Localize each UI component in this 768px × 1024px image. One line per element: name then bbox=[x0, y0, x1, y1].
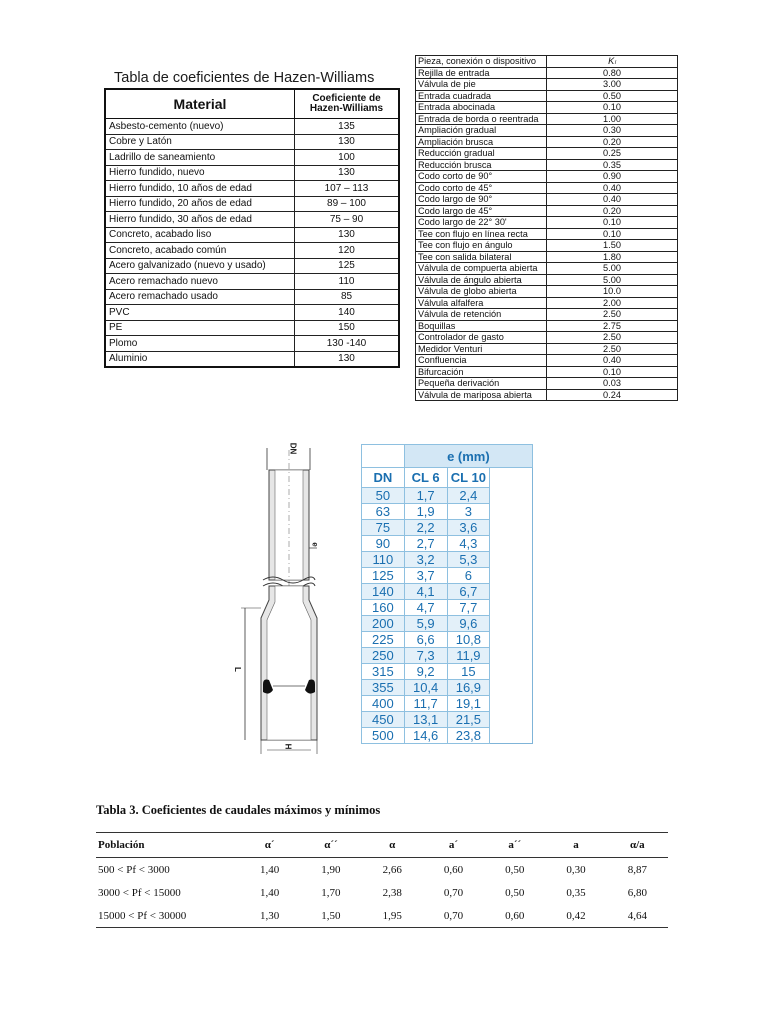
k-value-cell: 0.20 bbox=[547, 205, 678, 217]
wall-thickness-section bbox=[361, 444, 533, 744]
table-row bbox=[416, 389, 678, 401]
piece-cell: Codo largo de 45° bbox=[416, 205, 547, 217]
piece-cell: Reducción brusca bbox=[416, 159, 547, 171]
table-row bbox=[362, 616, 533, 632]
table-row bbox=[362, 664, 533, 680]
column-header: a´´ bbox=[484, 833, 545, 858]
pipe-socket-diagram bbox=[233, 440, 343, 755]
k-value-cell: 0.20 bbox=[547, 136, 678, 148]
cl10-cell: 15 bbox=[447, 664, 490, 680]
material-cell: Cobre y Latón bbox=[105, 134, 295, 150]
table-row bbox=[416, 366, 678, 378]
table-row bbox=[362, 552, 533, 568]
piece-cell: Tee con flujo en ángulo bbox=[416, 240, 547, 252]
table-row bbox=[416, 90, 678, 102]
hazen-williams-table bbox=[104, 88, 400, 368]
tabla3-table bbox=[96, 832, 668, 928]
header-e-mm: e (mm) bbox=[404, 445, 532, 468]
cl6-cell: 1,9 bbox=[404, 504, 447, 520]
value-cell: 0,42 bbox=[545, 904, 606, 928]
table-row bbox=[362, 520, 533, 536]
table-row bbox=[362, 680, 533, 696]
material-cell: Hierro fundido, 30 años de edad bbox=[105, 212, 295, 228]
piece-cell: Medidor Venturi bbox=[416, 343, 547, 355]
material-cell: Hierro fundido, nuevo bbox=[105, 165, 295, 181]
k-value-cell: 3.00 bbox=[547, 79, 678, 91]
k-value-cell: 0.24 bbox=[547, 389, 678, 401]
header-cl6: CL 6 bbox=[404, 468, 447, 488]
loss-coefficient-table bbox=[415, 55, 678, 401]
label-e: e bbox=[310, 542, 320, 547]
value-cell: 2,38 bbox=[382, 886, 402, 899]
header-dn: DN bbox=[362, 468, 405, 488]
cl10-cell: 21,5 bbox=[447, 712, 490, 728]
hazen-williams-section bbox=[104, 69, 400, 368]
material-cell: Hierro fundido, 20 años de edad bbox=[105, 196, 295, 212]
table-row bbox=[362, 712, 533, 728]
table-row bbox=[105, 134, 399, 150]
k-value-cell: 0.10 bbox=[547, 228, 678, 240]
loss-coefficient-section bbox=[415, 55, 678, 401]
value-cell: 8,87 bbox=[627, 863, 647, 876]
piece-cell: Válvula de globo abierta bbox=[416, 286, 547, 298]
cl6-cell: 7,3 bbox=[404, 648, 447, 664]
table-row bbox=[416, 194, 678, 206]
label-l: L bbox=[232, 667, 242, 672]
table-row bbox=[416, 251, 678, 263]
cl6-cell: 6,6 bbox=[404, 632, 447, 648]
cl10-cell: 4,3 bbox=[447, 536, 490, 552]
k-value-cell: 1.00 bbox=[547, 113, 678, 125]
piece-cell: Rejilla de entrada bbox=[416, 67, 547, 79]
cl10-cell: 3,6 bbox=[447, 520, 490, 536]
piece-cell: Controlador de gasto bbox=[416, 332, 547, 344]
value-cell: 4,64 bbox=[607, 904, 668, 928]
coefficient-cell: 75 – 90 bbox=[295, 212, 400, 228]
material-cell: Acero galvanizado (nuevo y usado) bbox=[105, 258, 295, 274]
material-cell: Ladrillo de saneamiento bbox=[105, 150, 295, 166]
table-row bbox=[96, 904, 668, 928]
table-row bbox=[416, 332, 678, 344]
coefficient-cell: 85 bbox=[295, 289, 400, 305]
piece-cell: Codo largo de 22° 30' bbox=[416, 217, 547, 229]
piece-cell: Codo largo de 90° bbox=[416, 194, 547, 206]
column-header: a bbox=[545, 833, 606, 858]
k-value-cell: 5.00 bbox=[547, 274, 678, 286]
value-cell: 1,90 bbox=[321, 863, 341, 876]
table-row bbox=[416, 263, 678, 275]
piece-cell: Entrada abocinada bbox=[416, 102, 547, 114]
k-value-cell: 0.40 bbox=[547, 194, 678, 206]
material-cell: Aluminio bbox=[105, 351, 295, 367]
table-row bbox=[416, 286, 678, 298]
table-row bbox=[105, 227, 399, 243]
table-row bbox=[416, 240, 678, 252]
table-row bbox=[416, 159, 678, 171]
dn-cell: 125 bbox=[362, 568, 405, 584]
material-cell: Asbesto-cemento (nuevo) bbox=[105, 119, 295, 135]
table-row bbox=[105, 351, 399, 367]
k-value-cell: 2.50 bbox=[547, 309, 678, 321]
value-cell: 0,50 bbox=[505, 886, 525, 899]
table-row bbox=[416, 378, 678, 390]
piece-cell: Confluencia bbox=[416, 355, 547, 367]
table-row bbox=[105, 274, 399, 290]
piece-cell: Ampliación gradual bbox=[416, 125, 547, 137]
table-row bbox=[416, 274, 678, 286]
table-row bbox=[105, 212, 399, 228]
k-value-cell: 2.00 bbox=[547, 297, 678, 309]
table-row bbox=[362, 728, 533, 744]
table-row bbox=[105, 305, 399, 321]
k-value-cell: 0.25 bbox=[547, 148, 678, 160]
material-cell: Concreto, acabado común bbox=[105, 243, 295, 259]
k-value-cell: 0.30 bbox=[547, 125, 678, 137]
piece-cell: Pequeña derivación bbox=[416, 378, 547, 390]
value-cell: 2,66 bbox=[382, 863, 402, 876]
dn-cell: 110 bbox=[362, 552, 405, 568]
table-row bbox=[416, 355, 678, 367]
piece-cell: Entrada de borda o reentrada bbox=[416, 113, 547, 125]
k-value-cell: 0.40 bbox=[547, 355, 678, 367]
dn-cell: 75 bbox=[362, 520, 405, 536]
table-row bbox=[416, 171, 678, 183]
dn-cell: 160 bbox=[362, 600, 405, 616]
k-value-cell: 0.10 bbox=[547, 366, 678, 378]
table-row bbox=[96, 881, 668, 904]
header-material: Material bbox=[105, 89, 295, 119]
coefficient-cell: 140 bbox=[295, 305, 400, 321]
value-cell: 1,70 bbox=[321, 886, 341, 899]
header-coef-line1: Coeficiente de bbox=[312, 93, 381, 104]
table-row bbox=[416, 113, 678, 125]
table-row bbox=[362, 504, 533, 520]
coefficient-cell: 150 bbox=[295, 320, 400, 336]
cl6-cell: 3,2 bbox=[404, 552, 447, 568]
label-dn: DN bbox=[288, 442, 298, 455]
hazen-williams-caption: Tabla de coeficientes de Hazen-Williams bbox=[114, 70, 375, 86]
table-row bbox=[416, 228, 678, 240]
value-cell: 0,35 bbox=[566, 886, 586, 899]
value-cell: 6,80 bbox=[627, 886, 647, 899]
coefficient-cell: 130 bbox=[295, 165, 400, 181]
piece-cell: Válvula de pie bbox=[416, 79, 547, 91]
dn-cell: 315 bbox=[362, 664, 405, 680]
material-cell: Concreto, acabado liso bbox=[105, 227, 295, 243]
tabla3-rows bbox=[96, 858, 668, 928]
coefficient-cell: 130 bbox=[295, 227, 400, 243]
cl6-cell: 5,9 bbox=[404, 616, 447, 632]
header-piece: Pieza, conexión o dispositivo bbox=[416, 56, 547, 68]
cl6-cell: 4,7 bbox=[404, 600, 447, 616]
coefficient-cell: 100 bbox=[295, 150, 400, 166]
population-cell: 15000 < Pf < 30000 bbox=[96, 904, 239, 928]
value-cell: 1,40 bbox=[260, 863, 280, 876]
cl6-cell: 11,7 bbox=[404, 696, 447, 712]
tabla3-header-row bbox=[96, 833, 668, 858]
value-cell: 1,40 bbox=[260, 886, 280, 899]
k-value-cell: 2.50 bbox=[547, 332, 678, 344]
value-cell: 0,70 bbox=[443, 886, 464, 899]
dn-cell: 450 bbox=[362, 712, 405, 728]
table-row bbox=[105, 289, 399, 305]
k-value-cell: 0.35 bbox=[547, 159, 678, 171]
wall-thickness-table bbox=[361, 444, 533, 744]
hazen-williams-rows bbox=[105, 119, 399, 368]
dn-cell: 90 bbox=[362, 536, 405, 552]
cl10-cell: 6,7 bbox=[447, 584, 490, 600]
piece-cell: Codo corto de 45° bbox=[416, 182, 547, 194]
value-cell: 0,60 bbox=[484, 904, 545, 928]
dn-cell: 200 bbox=[362, 616, 405, 632]
table-row bbox=[416, 297, 678, 309]
cl6-cell: 4,1 bbox=[404, 584, 447, 600]
cl10-cell: 7,7 bbox=[447, 600, 490, 616]
cl6-cell: 1,7 bbox=[404, 488, 447, 504]
piece-cell: Válvula de compuerta abierta bbox=[416, 263, 547, 275]
table-row bbox=[362, 568, 533, 584]
cl10-cell: 3 bbox=[447, 504, 490, 520]
table-row bbox=[105, 165, 399, 181]
piece-cell: Válvula de retención bbox=[416, 309, 547, 321]
table-row bbox=[362, 696, 533, 712]
table-row bbox=[105, 258, 399, 274]
table-row bbox=[96, 858, 668, 882]
k-value-cell: 5.00 bbox=[547, 263, 678, 275]
table-row bbox=[105, 336, 399, 352]
table-row bbox=[105, 150, 399, 166]
wall-thickness-rows bbox=[362, 488, 533, 744]
material-cell: PE bbox=[105, 320, 295, 336]
coefficient-cell: 89 – 100 bbox=[295, 196, 400, 212]
table-row bbox=[416, 309, 678, 321]
k-value-cell: 0.90 bbox=[547, 171, 678, 183]
value-cell: 1,95 bbox=[362, 904, 423, 928]
value-cell: 0,70 bbox=[423, 904, 484, 928]
population-cell: 3000 < Pf < 15000 bbox=[98, 886, 181, 899]
k-value-cell: 0.10 bbox=[547, 102, 678, 114]
table-row bbox=[416, 205, 678, 217]
dn-cell: 400 bbox=[362, 696, 405, 712]
cl10-cell: 10,8 bbox=[447, 632, 490, 648]
table-row bbox=[362, 536, 533, 552]
table-row bbox=[416, 148, 678, 160]
table-row bbox=[362, 632, 533, 648]
table-row bbox=[105, 243, 399, 259]
coefficient-cell: 130 bbox=[295, 351, 400, 367]
table-row bbox=[416, 217, 678, 229]
loss-coefficient-rows bbox=[416, 67, 678, 401]
cl10-cell: 5,3 bbox=[447, 552, 490, 568]
cl10-cell: 9,6 bbox=[447, 616, 490, 632]
cl6-cell: 13,1 bbox=[404, 712, 447, 728]
k-value-cell: 10.0 bbox=[547, 286, 678, 298]
table-row bbox=[416, 182, 678, 194]
dn-cell: 225 bbox=[362, 632, 405, 648]
piece-cell: Reducción gradual bbox=[416, 148, 547, 160]
dn-cell: 500 bbox=[362, 728, 405, 744]
column-header: α bbox=[362, 833, 423, 858]
piece-cell: Válvula de mariposa abierta bbox=[416, 389, 547, 401]
piece-cell: Bifurcación bbox=[416, 366, 547, 378]
column-header: α´´ bbox=[300, 833, 361, 858]
column-header: Población bbox=[96, 833, 239, 858]
k-value-cell: 0.40 bbox=[547, 182, 678, 194]
k-value-cell: 0.03 bbox=[547, 378, 678, 390]
k-value-cell: 0.10 bbox=[547, 217, 678, 229]
table-row bbox=[362, 488, 533, 504]
cl6-cell: 3,7 bbox=[404, 568, 447, 584]
dn-cell: 355 bbox=[362, 680, 405, 696]
cl6-cell: 10,4 bbox=[404, 680, 447, 696]
k-value-cell: 0.50 bbox=[547, 90, 678, 102]
dn-cell: 140 bbox=[362, 584, 405, 600]
dn-cell: 250 bbox=[362, 648, 405, 664]
table-row bbox=[105, 181, 399, 197]
piece-cell: Tee con flujo en línea recta bbox=[416, 228, 547, 240]
dn-cell: 63 bbox=[362, 504, 405, 520]
cl10-cell: 2,4 bbox=[447, 488, 490, 504]
cl6-cell: 2,2 bbox=[404, 520, 447, 536]
value-cell: 0,60 bbox=[443, 863, 464, 876]
table-row bbox=[416, 125, 678, 137]
piece-cell: Ampliación brusca bbox=[416, 136, 547, 148]
coefficient-cell: 130 -140 bbox=[295, 336, 400, 352]
coefficient-cell: 125 bbox=[295, 258, 400, 274]
tabla3-section bbox=[96, 803, 668, 928]
coefficient-cell: 135 bbox=[295, 119, 400, 135]
table-row bbox=[105, 320, 399, 336]
cl10-cell: 23,8 bbox=[447, 728, 490, 744]
value-cell: 1,30 bbox=[239, 904, 300, 928]
k-value-cell: 0.80 bbox=[547, 67, 678, 79]
cl6-cell: 2,7 bbox=[404, 536, 447, 552]
column-header: a´ bbox=[423, 833, 484, 858]
coefficient-cell: 130 bbox=[295, 134, 400, 150]
coefficient-cell: 107 – 113 bbox=[295, 181, 400, 197]
value-cell: 1,50 bbox=[300, 904, 361, 928]
table-row bbox=[416, 136, 678, 148]
coefficient-cell: 120 bbox=[295, 243, 400, 259]
cl6-cell: 14,6 bbox=[404, 728, 447, 744]
table-row bbox=[416, 79, 678, 91]
table-row bbox=[105, 119, 399, 135]
piece-cell: Codo corto de 90° bbox=[416, 171, 547, 183]
table-row bbox=[416, 67, 678, 79]
material-cell: Hierro fundido, 10 años de edad bbox=[105, 181, 295, 197]
material-cell: PVC bbox=[105, 305, 295, 321]
population-cell: 500 < Pf < 3000 bbox=[98, 863, 170, 876]
table-row bbox=[362, 648, 533, 664]
piece-cell: Válvula alfalfera bbox=[416, 297, 547, 309]
header-cl10: CL 10 bbox=[447, 468, 490, 488]
k-value-cell: 2.75 bbox=[547, 320, 678, 332]
cl10-cell: 19,1 bbox=[447, 696, 490, 712]
pipe-drawing bbox=[233, 440, 343, 755]
cl6-cell: 9,2 bbox=[404, 664, 447, 680]
piece-cell: Tee con salida bilateral bbox=[416, 251, 547, 263]
piece-cell: Válvula de ángulo abierta bbox=[416, 274, 547, 286]
piece-cell: Entrada cuadrada bbox=[416, 90, 547, 102]
dn-cell: 50 bbox=[362, 488, 405, 504]
table-row bbox=[362, 584, 533, 600]
header-k: Kₗ bbox=[547, 56, 678, 68]
table-row bbox=[416, 320, 678, 332]
tabla3-title: Tabla 3. Coeficientes de caudales máximos y mínimos bbox=[96, 803, 381, 817]
k-value-cell: 2.50 bbox=[547, 343, 678, 355]
table-row bbox=[105, 196, 399, 212]
value-cell: 0,50 bbox=[505, 863, 525, 876]
cl10-cell: 6 bbox=[447, 568, 490, 584]
table-row bbox=[362, 600, 533, 616]
header-coef-line2: Hazen-Williams bbox=[309, 103, 384, 114]
cl10-cell: 11,9 bbox=[447, 648, 490, 664]
table-row bbox=[416, 343, 678, 355]
piece-cell: Boquillas bbox=[416, 320, 547, 332]
k-value-cell: 1.50 bbox=[547, 240, 678, 252]
value-cell: 0,30 bbox=[566, 863, 586, 876]
column-header: α´ bbox=[239, 833, 300, 858]
material-cell: Acero remachado usado bbox=[105, 289, 295, 305]
header-coefficient bbox=[295, 89, 400, 119]
material-cell: Acero remachado nuevo bbox=[105, 274, 295, 290]
table-row bbox=[416, 102, 678, 114]
cl10-cell: 16,9 bbox=[447, 680, 490, 696]
material-cell: Plomo bbox=[105, 336, 295, 352]
column-header: α/a bbox=[607, 833, 668, 858]
label-h: H bbox=[283, 743, 293, 750]
k-value-cell: 1.80 bbox=[547, 251, 678, 263]
coefficient-cell: 110 bbox=[295, 274, 400, 290]
